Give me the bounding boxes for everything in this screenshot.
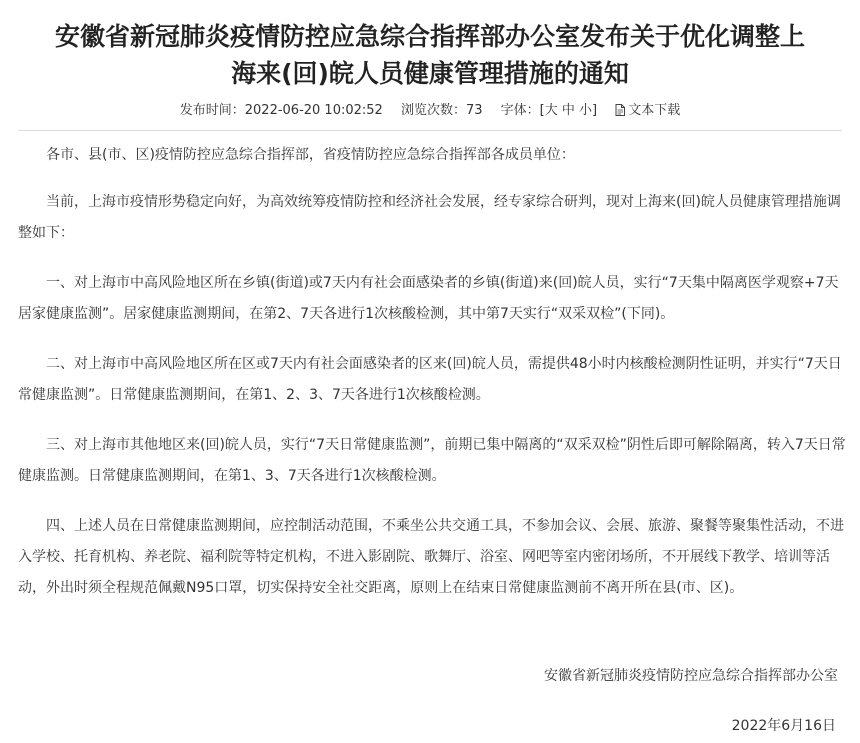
issue-date: 2022年6月16日 (731, 718, 836, 734)
article-title-line1: 安徽省新冠肺炎疫情防控应急综合指挥部办公室发布关于优化调整上 (54, 22, 805, 51)
item-4-paragraph: 四、上述人员在日常健康监测期间，应控制活动范围，不乘坐公共交通工具，不参加会议、会展、旅游、聚餐等聚集性活动，不进入学校、托育机构、养老院、福利院等特定机构，不进入影剧院、歌舞厅、浴室、网吧等室内密闭场所，不开展线下教学、培训等活动，外出时须全程规范佩戴N95口罩，切实保持安全社交距离，原则上在结束日常健康监测前不离开所在县(市、区)。 (18, 518, 844, 596)
article-meta (0, 102, 860, 120)
publish-time: 发布时间：2022-06-20 10:02:52 (179, 103, 383, 118)
article-title-line2: 海来(回)皖人员健康管理措施的通知 (231, 59, 629, 88)
signature: 安徽省新冠肺炎疫情防控应急综合指挥部办公室 (544, 668, 838, 684)
download-link[interactable] (615, 103, 680, 118)
salutation: 各市、县(市、区)疫情防控应急综合指挥部，省疫情防控应急综合指挥部各成员单位： (46, 147, 575, 163)
view-count: 浏览次数：73 (400, 103, 483, 118)
item-2-paragraph: 二、对上海市中高风险地区所在区或7天内有社会面感染者的区来(回)皖人员，需提供48小时内核酸检测阴性证明，并实行“7天日常健康监测”。日常健康监测期间，在第1、2、3、7天各进行1次核酸检测。 (18, 356, 842, 403)
download-label: 文本下载 (628, 103, 681, 118)
article-body (18, 140, 848, 623)
file-icon (615, 104, 625, 116)
item-3-paragraph: 三、对上海市其他地区来(回)皖人员，实行“7天日常健康监测”，前期已集中隔离的“双采双检”阴性后即可解除隔离，转入7天日常健康监测。日常健康监测期间，在第1、3、7天各进行1次核酸检测。 (18, 437, 846, 484)
intro-paragraph: 当前，上海市疫情形势稳定向好，为高效统筹疫情防控和经济社会发展，经专家综合研判，现对上海来(回)皖人员健康管理措施调整如下： (18, 194, 841, 241)
article-title (0, 18, 860, 92)
font-size-selector[interactable]: 字体：[大 中 小] (500, 103, 598, 118)
item-1-paragraph: 一、对上海市中高风险地区所在乡镇(街道)或7天内有社会面感染者的乡镇(街道)来(回)皖人员，实行“7天集中隔离医学观察+7天居家健康监测”。居家健康监测期间，在第2、7天各进行1次核酸检测，其中第7天实行“双采双检”(下同)。 (18, 275, 839, 322)
title-divider (18, 130, 842, 131)
